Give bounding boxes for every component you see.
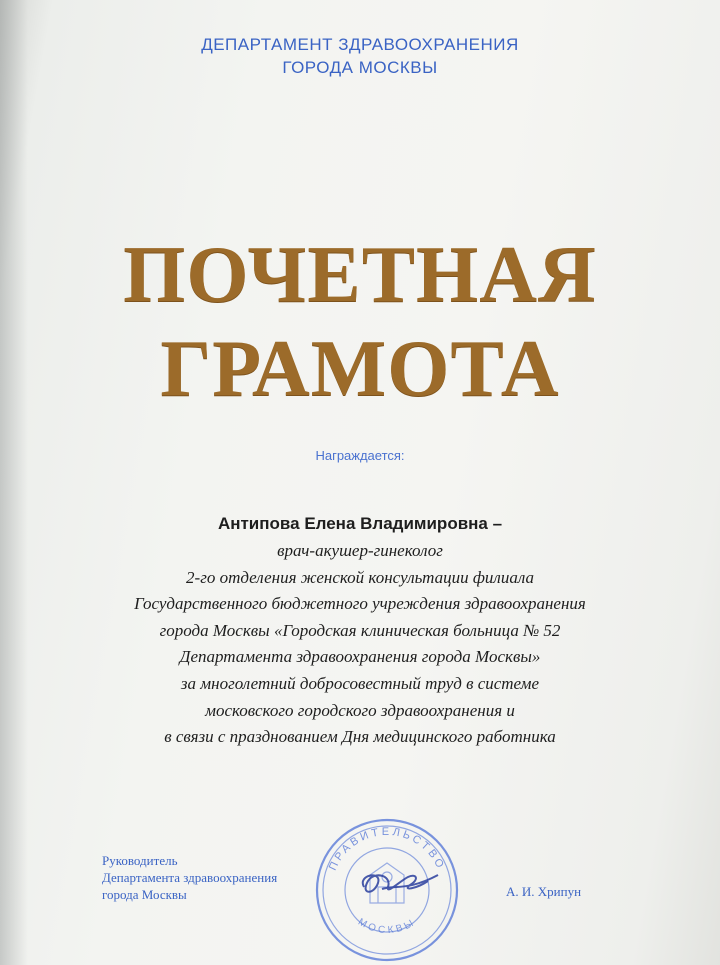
signer-name: А. И. Хрипун	[506, 884, 582, 899]
page-edge-shadow	[0, 0, 28, 965]
department-header-line2: ГОРОДА МОСКВЫ	[282, 58, 438, 77]
award-line: за многолетний добросовестный труд в системе	[180, 673, 540, 693]
signatory-position	[102, 852, 277, 903]
department-header	[0, 33, 720, 79]
certificate-title	[0, 228, 720, 416]
signatory-position-line: Департамента здравоохранения	[102, 870, 278, 885]
recipient-name: Антипова Елена Владимировна –	[217, 514, 503, 533]
certificate-title-line1: ПОЧЕТНАЯ	[123, 231, 597, 319]
signatory-position-line: Руководитель	[102, 853, 178, 868]
signatory-position-line: города Москвы	[102, 887, 187, 902]
department-header-line1: ДЕПАРТАМЕНТ ЗДРАВООХРАНЕНИЯ	[201, 35, 519, 54]
award-line: Государственного бюджетного учреждения здравоохранения	[134, 594, 586, 614]
award-line: 2-го отделения женской консультации филиала	[186, 567, 534, 587]
award-line: врач-акушер-гинеколог	[277, 541, 443, 560]
award-line: в связи с празднованием Дня медицинского работника	[164, 727, 556, 747]
award-description	[40, 538, 680, 751]
seal-bottom-text: МОСКВЫ	[355, 916, 419, 937]
svg-text:МОСКВЫ	[356, 917, 418, 936]
certificate-title-line2: ГРАМОТА	[160, 325, 560, 413]
award-line: Департамента здравоохранения города Москвы»	[179, 647, 541, 667]
awarded-label: Награждается:	[315, 448, 405, 463]
seal-top-text: ПРАВИТЕЛЬСТВО	[326, 826, 448, 873]
award-line: города Москвы «Городская клиническая больница № 52	[159, 620, 561, 640]
official-seal-icon	[312, 815, 462, 965]
award-line: московского городского здравоохранения и	[205, 700, 515, 720]
